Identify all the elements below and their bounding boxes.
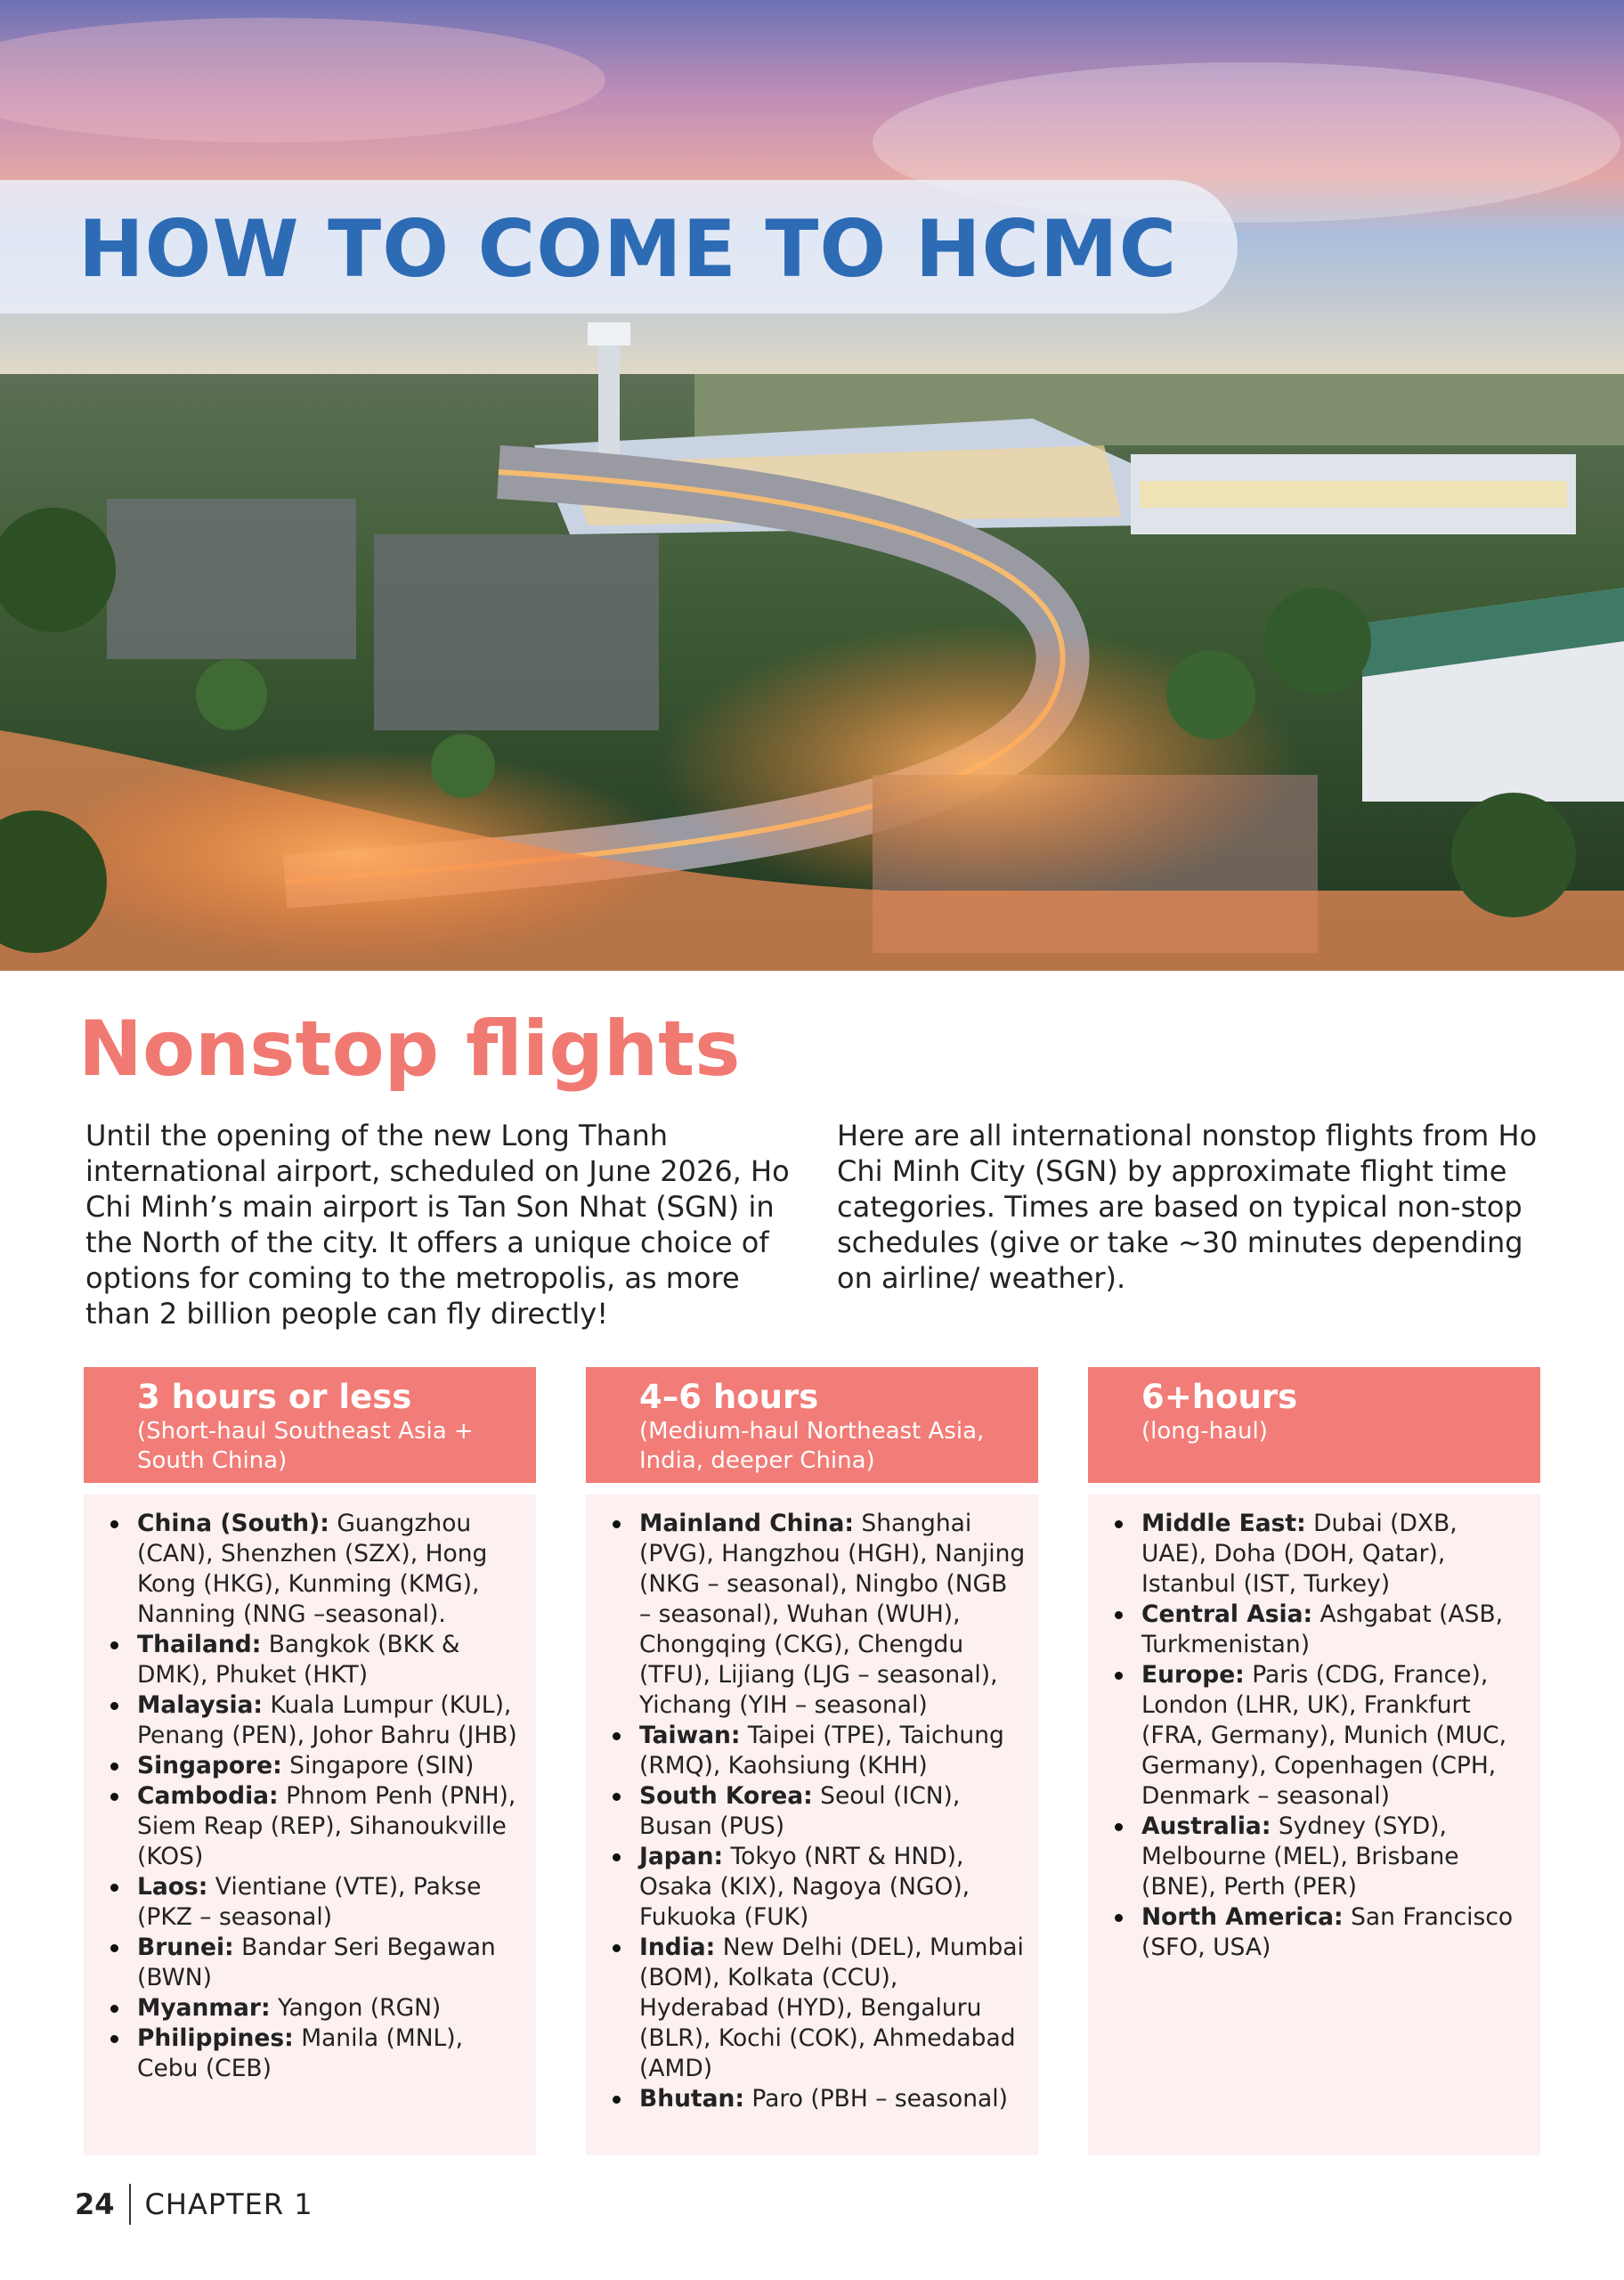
region-label: Europe: xyxy=(1141,1661,1245,1689)
region-label: Australia: xyxy=(1141,1812,1271,1840)
list-item xyxy=(1100,1812,1528,1902)
region-cities: Shanghai (PVG), Hangzhou (HGH), Nanjing (NKG – seasonal), Ningbo (NGB – seasonal), Wuhan (WUH), Chongqing (CKG), Chengdu (TFU), Lijiang (LJG – seasonal), Yichang (YIH – seasonal) xyxy=(639,1510,1026,1719)
region-label: Myanmar: xyxy=(137,1994,271,2022)
airport-illustration xyxy=(0,0,1624,971)
column-header-medium-haul xyxy=(586,1367,1038,1483)
list-item xyxy=(96,1509,524,1630)
section-title: Nonstop flights xyxy=(78,1005,741,1094)
region-cities: Seoul (ICN), Busan (PUS) xyxy=(639,1782,961,1840)
column-list-long-haul xyxy=(1088,1494,1540,2155)
list-item xyxy=(96,1630,524,1690)
column-list-short-haul xyxy=(84,1494,536,2155)
column-header-short-haul xyxy=(84,1367,536,1483)
region-cities: New Delhi (DEL), Mumbai (BOM), Kolkata (CCU), Hyderabad (HYD), Bengaluru (BLR), Kochi (COK), Ahmedabad (AMD) xyxy=(639,1934,1024,2082)
list-item xyxy=(598,1721,1026,1781)
region-cities: Paro (PBH – seasonal) xyxy=(743,2085,1008,2113)
region-label: Mainland China: xyxy=(639,1510,854,1537)
region-label: North America: xyxy=(1141,1903,1344,1931)
region-cities: Bangkok (BKK & DMK), Phuket (HKT) xyxy=(137,1631,460,1689)
region-label: China (South): xyxy=(137,1510,329,1537)
region-cities: Dubai (DXB, UAE), Doha (DOH, Qatar), Istanbul (IST, Turkey) xyxy=(1141,1510,1458,1598)
list-item xyxy=(598,2084,1026,2114)
region-cities: Kuala Lumpur (KUL), Penang (PEN), Johor Bahru (JHB) xyxy=(137,1691,517,1749)
region-label: Laos: xyxy=(137,1873,208,1901)
region-cities: Tokyo (NRT & HND), Osaka (KIX), Nagoya (NGO), Fukuoka (FUK) xyxy=(639,1843,970,1931)
page-footer xyxy=(75,2182,313,2227)
column-subheading: (Medium-haul Northeast Asia, India, deeper China) xyxy=(639,1418,985,1474)
hero-airport-photo xyxy=(0,0,1624,971)
region-label: Central Asia: xyxy=(1141,1600,1313,1628)
list-item xyxy=(96,1993,524,2024)
region-label: Cambodia: xyxy=(137,1782,279,1810)
list-item xyxy=(598,1933,1026,2084)
region-label: Philippines: xyxy=(137,2024,294,2052)
region-label: South Korea: xyxy=(639,1782,813,1810)
region-cities: Sydney (SYD), Melbourne (MEL), Brisbane (BNE), Perth (PER) xyxy=(1141,1812,1459,1901)
chapter-label: CHAPTER 1 xyxy=(144,2187,313,2221)
region-cities: Guangzhou (CAN), Shenzhen (SZX), Hong Kong (HKG), Kunming (KMG), Nanning (NNG –seasonal). xyxy=(137,1510,488,1628)
column-header-long-haul xyxy=(1088,1367,1540,1483)
region-label: Thailand: xyxy=(137,1631,262,1658)
list-item xyxy=(96,1933,524,1993)
list-item xyxy=(1100,1902,1528,1963)
region-cities: Bandar Seri Begawan (BWN) xyxy=(137,1934,496,1991)
list-item xyxy=(598,1509,1026,1721)
list-item xyxy=(598,1842,1026,1933)
list-item xyxy=(96,1781,524,1872)
region-cities: Vientiane (VTE), Pakse (PKZ – seasonal) xyxy=(137,1873,482,1931)
region-label: Japan: xyxy=(639,1843,724,1870)
intro-right-paragraph: Here are all international nonstop flights from Ho Chi Minh City (SGN) by approximate flight time categories. Times are based on typical non-stop schedules (give or take ~30 minutes depending on airline/ weather). xyxy=(837,1119,1538,1295)
region-cities: Singapore (SIN) xyxy=(281,1752,475,1779)
column-heading: 4–6 hours xyxy=(639,1378,819,1416)
region-cities: Yangon (RGN) xyxy=(270,1994,442,2022)
region-cities: San Francisco (SFO, USA) xyxy=(1141,1903,1514,1961)
region-label: Bhutan: xyxy=(639,2085,744,2113)
region-cities: Paris (CDG, France), London (LHR, UK), Frankfurt (FRA, Germany), Munich (MUC, Germany), Copenhagen (CPH, Denmark – seasonal) xyxy=(1141,1661,1507,1810)
region-label: Malaysia: xyxy=(137,1691,264,1719)
list-item xyxy=(96,2024,524,2084)
region-label: India: xyxy=(639,1934,716,1961)
region-label: Brunei: xyxy=(137,1934,234,1961)
region-cities: Manila (MNL), Cebu (CEB) xyxy=(137,2024,464,2082)
intro-left-paragraph: Until the opening of the new Long Thanh international airport, scheduled on June 2026, Ho Chi Minh’s main airport is Tan Son Nhat (SGN) in the North of the city. It offers a unique choice of options for coming to the metropolis, as more than 2 billion people can fly directly! xyxy=(85,1119,790,1331)
column-subheading: (Short-haul Southeast Asia + South China) xyxy=(137,1418,474,1474)
list-item xyxy=(598,1781,1026,1842)
page-title: HOW TO COME TO HCMC xyxy=(78,203,1178,295)
column-subheading: (long-haul) xyxy=(1141,1418,1268,1445)
region-cities: Taipei (TPE), Taichung (RMQ), Kaohsiung (KHH) xyxy=(639,1722,1004,1779)
list-item xyxy=(1100,1600,1528,1660)
region-label: Middle East: xyxy=(1141,1510,1306,1537)
list-item xyxy=(96,1872,524,1933)
column-heading: 6+hours xyxy=(1141,1378,1298,1416)
column-list-medium-haul xyxy=(586,1494,1038,2155)
list-item xyxy=(1100,1509,1528,1600)
list-item xyxy=(96,1751,524,1781)
list-item xyxy=(96,1690,524,1751)
region-cities: Ashgabat (ASB, Turkmenistan) xyxy=(1141,1600,1504,1658)
region-label: Taiwan: xyxy=(639,1722,741,1749)
list-item xyxy=(1100,1660,1528,1812)
column-heading: 3 hours or less xyxy=(137,1378,412,1416)
page-number: 24 xyxy=(75,2187,115,2221)
region-cities: Phnom Penh (PNH), Siem Reap (REP), Sihanoukville (KOS) xyxy=(137,1782,516,1870)
region-label: Singapore: xyxy=(137,1752,282,1779)
